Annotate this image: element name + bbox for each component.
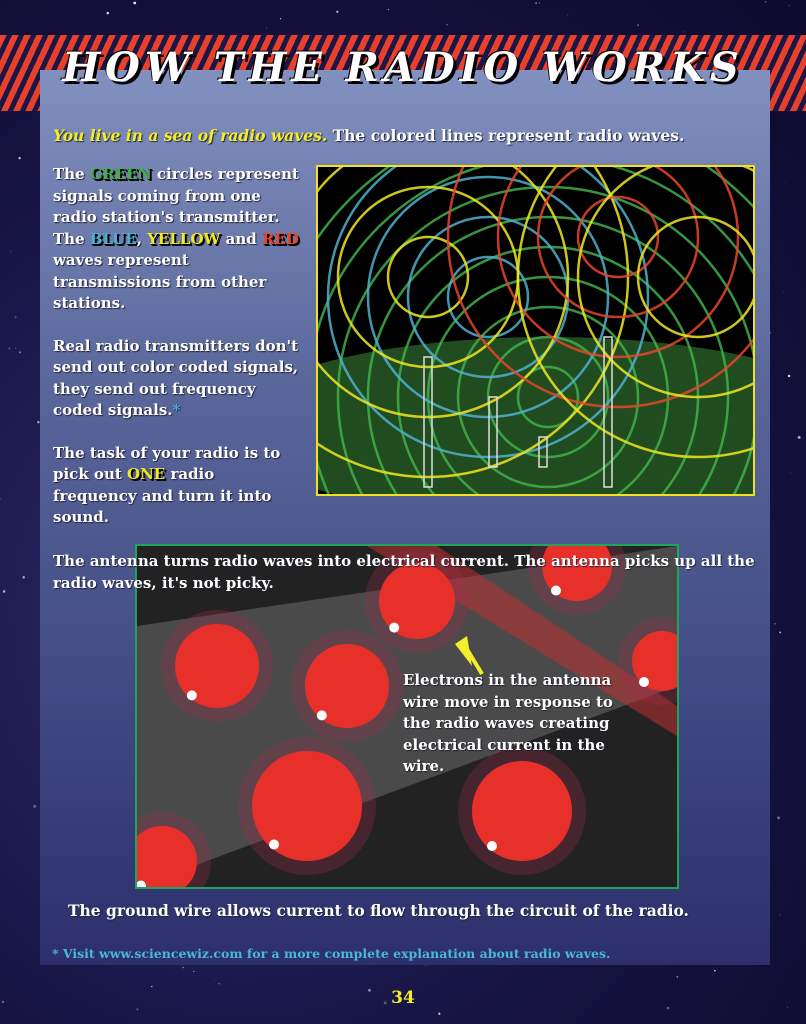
red-word: RED <box>261 229 299 248</box>
explanation-text <box>53 164 303 529</box>
blue-word: BLUE <box>89 229 137 248</box>
antenna-text: The antenna turns radio waves into electrical current. The antenna picks up all the radio waves, it's not picky. <box>53 552 755 592</box>
paragraph-frequency <box>53 336 303 422</box>
text: circles represent signals coming from one radio station's transmitter. The <box>53 165 299 248</box>
intro-rest: The colored lines represent radio waves. <box>327 126 685 145</box>
green-word: GREEN <box>89 165 152 183</box>
page-number: 34 <box>391 988 415 1008</box>
intro-text <box>53 125 684 147</box>
paragraph-colors <box>53 164 303 315</box>
text: , <box>136 229 148 248</box>
radio-waves-illustration <box>316 165 755 496</box>
intro-highlight: You live in a sea of radio waves. <box>53 126 328 145</box>
text: radio frequency and turn it into sound. <box>53 465 272 526</box>
footnote: * Visit www.sciencewiz.com for a more complete explanation about radio waves. <box>52 946 611 961</box>
yellow-word: YELLOW <box>147 229 221 248</box>
electron-label: Electrons in the antenna wire move in response to the radio waves creating electrical current in the wire. <box>403 671 613 775</box>
ground-wire-text: The ground wire allows current to flow through the circuit of the radio. <box>68 901 689 920</box>
page-title: HOW THE RADIO WORKS <box>62 44 744 91</box>
text: The <box>53 165 90 183</box>
text: and <box>220 229 262 248</box>
one-word: ONE <box>127 465 166 483</box>
text: Real radio transmitters don't send out color coded signals, they send out frequency coded signals. <box>53 336 299 419</box>
asterisk: * <box>172 401 181 419</box>
text: The task of your radio is to pick out <box>53 443 281 483</box>
text: waves represent transmissions from other stations. <box>53 251 267 312</box>
paragraph-task <box>53 443 303 529</box>
